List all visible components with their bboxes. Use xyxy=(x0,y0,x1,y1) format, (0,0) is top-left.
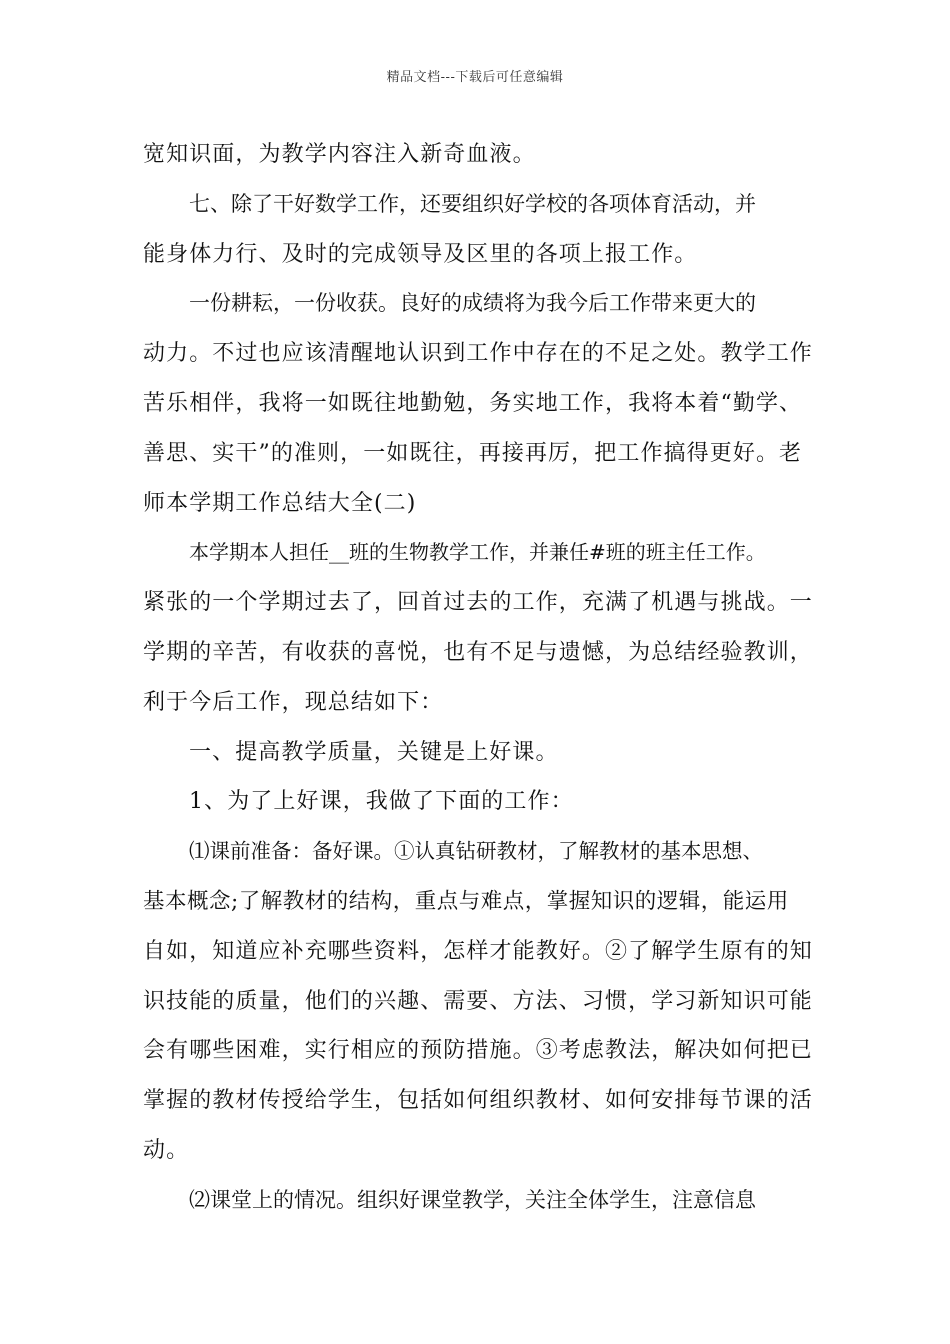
text-line: 会有哪些困难，实行相应的预防措施。③考虑教法，解决如何把已 xyxy=(143,1038,813,1064)
text-line: 师本学期工作总结大全(二) xyxy=(143,490,417,516)
text-line: 动力。不过也应该清醒地认识到工作中存在的不足之处。教学工作 xyxy=(143,341,813,367)
text-line: 掌握的教材传授给学生，包括如何组织教材、如何安排每节课的活 xyxy=(143,1088,813,1114)
text-line: 基本概念;了解教材的结构，重点与难点，掌握知识的逻辑，能运用 xyxy=(143,888,789,914)
text-line: 利于今后工作，现总结如下： xyxy=(143,689,444,715)
text-line: 动。 xyxy=(143,1137,190,1163)
text-line: 自如，知道应补充哪些资料，怎样才能教好。②了解学生原有的知 xyxy=(143,938,813,964)
page-header: 精品文档---下载后可任意编辑 xyxy=(386,70,564,85)
text-line: 识技能的质量，他们的兴趣、需要、方法、习惯，学习新知识可能 xyxy=(143,988,813,1014)
text-line: 紧张的一个学期过去了，回首过去的工作，充满了机遇与挑战。一 xyxy=(143,590,813,616)
text-line: 能身体力行、及时的完成领导及区里的各项上报工作。 xyxy=(143,241,698,267)
text-line: 七、除了干好数学工作，还要组织好学校的各项体育活动，并 xyxy=(189,191,756,216)
text-line: 苦乐相伴，我将一如既往地勤勉，务实地工作，我将本着“勤学、 xyxy=(143,390,803,416)
text-line: ⑴课前准备：备好课。①认真钻研教材，了解教材的基本思想、 xyxy=(189,839,763,864)
text-line: 宽知识面，为教学内容注入新奇血液。 xyxy=(143,142,536,167)
text-line: 学期的辛苦，有收获的喜悦，也有不足与遗憾，为总结经验教训， xyxy=(143,639,813,665)
document-body xyxy=(143,130,811,1226)
text-line: 善思、实干”的准则，一如既往，再接再厉，把工作搞得更好。老 xyxy=(143,440,803,466)
text-line: 一、提高教学质量，关键是上好课。 xyxy=(189,739,559,765)
text-line: 一份耕耘，一份收获。良好的成绩将为我今后工作带来更大的 xyxy=(189,291,756,316)
text-line: ⑵课堂上的情况。组织好课堂教学，关注全体学生，注意信息 xyxy=(189,1187,756,1212)
text-line: 本学期本人担任__班的生物教学工作，并兼任#班的班主任工作。 xyxy=(189,540,766,565)
text-line: 1、为了上好课，我做了下面的工作： xyxy=(189,789,574,815)
